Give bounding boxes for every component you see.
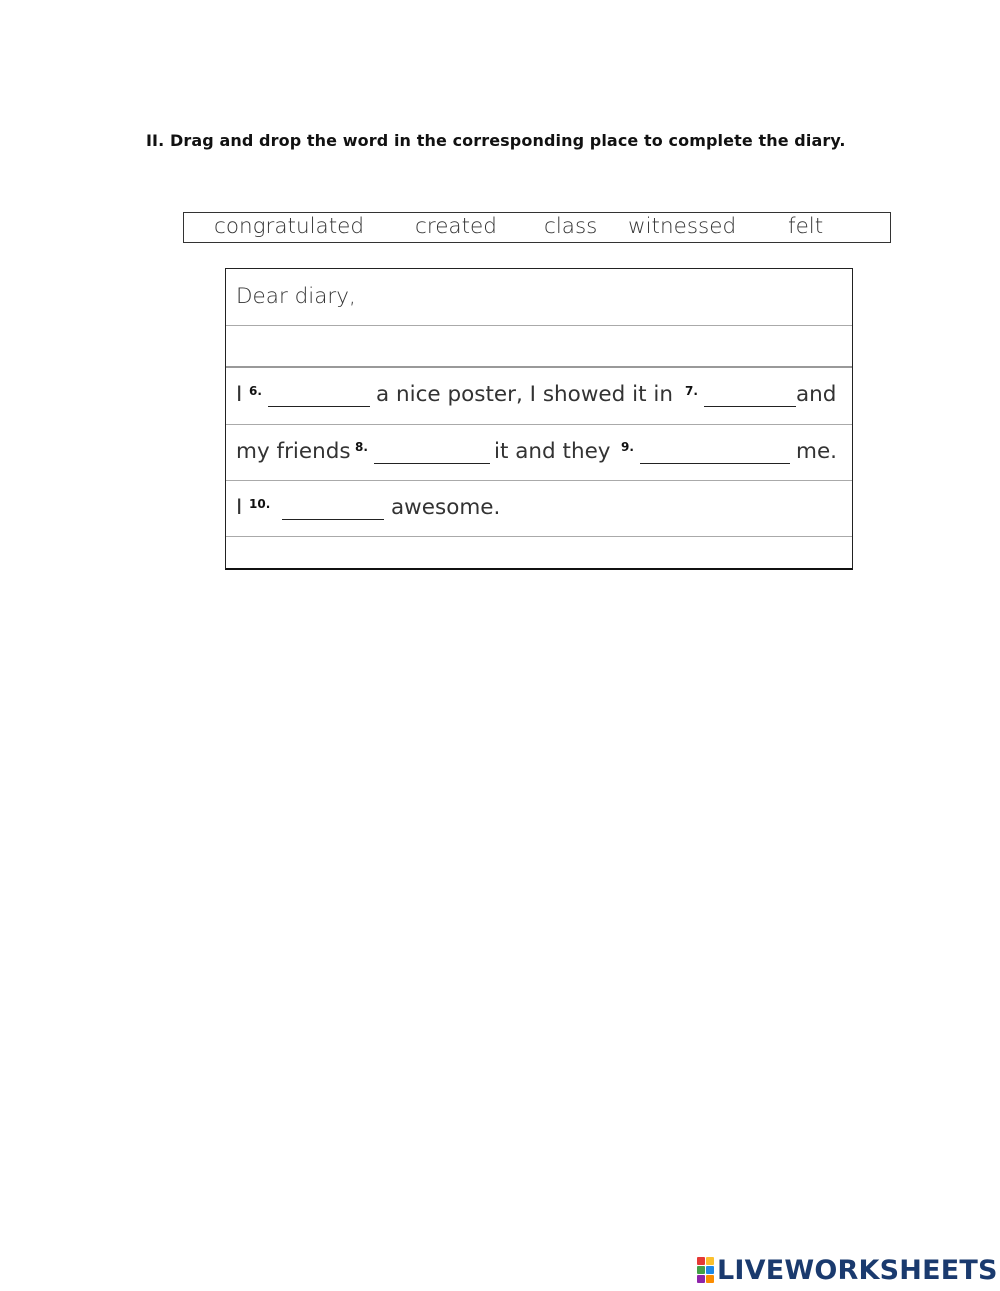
line1-mid: a nice poster, I showed it in xyxy=(376,382,673,407)
blank-number-10: 10. xyxy=(249,497,271,511)
logo-block xyxy=(697,1257,705,1265)
drop-zone-6[interactable] xyxy=(268,378,370,408)
word-bank xyxy=(183,212,891,243)
diary-row-line3 xyxy=(226,481,852,537)
word-bank-item-class[interactable]: class xyxy=(544,214,598,239)
line2-start: my friends xyxy=(236,439,351,464)
line2-end: me. xyxy=(796,439,838,464)
logo-blocks-icon xyxy=(697,1257,714,1283)
logo-text: LIVEWORKSHEETS xyxy=(717,1254,998,1286)
blank-number-8: 8. xyxy=(355,440,368,454)
drop-zone-10[interactable] xyxy=(282,491,384,521)
word-bank-item-felt[interactable]: felt xyxy=(788,214,824,239)
drop-zone-8[interactable] xyxy=(374,435,490,465)
diary-row-greeting xyxy=(226,269,852,326)
logo-block xyxy=(697,1266,705,1274)
logo-block xyxy=(706,1257,714,1265)
line3-start: I xyxy=(236,495,243,520)
blank-number-6: 6. xyxy=(249,384,262,398)
diary-row-line2 xyxy=(226,425,852,481)
diary-row-line1 xyxy=(226,368,852,425)
diary-row-empty xyxy=(226,326,852,368)
logo-block xyxy=(706,1275,714,1283)
logo-block xyxy=(706,1266,714,1274)
blank-number-7: 7. xyxy=(685,384,698,398)
drop-zone-7[interactable] xyxy=(704,378,796,408)
line2-mid: it and they xyxy=(494,439,611,464)
line1-start: I xyxy=(236,382,243,407)
diary-greeting: Dear diary, xyxy=(236,284,356,309)
logo-block xyxy=(697,1275,705,1283)
blank-number-9: 9. xyxy=(621,440,634,454)
drop-zone-9[interactable] xyxy=(640,435,790,465)
instruction-text: II. Drag and drop the word in the corresponding place to complete the diary. xyxy=(146,131,846,150)
diary-box xyxy=(225,268,853,570)
diary-row-final-empty xyxy=(226,537,852,568)
liveworksheets-logo xyxy=(697,1255,998,1285)
word-bank-item-witnessed[interactable]: witnessed xyxy=(628,214,737,239)
line3-end: awesome. xyxy=(391,495,501,520)
word-bank-item-congratulated[interactable]: congratulated xyxy=(214,214,365,239)
line1-end: and xyxy=(796,382,837,407)
word-bank-item-created[interactable]: created xyxy=(415,214,497,239)
